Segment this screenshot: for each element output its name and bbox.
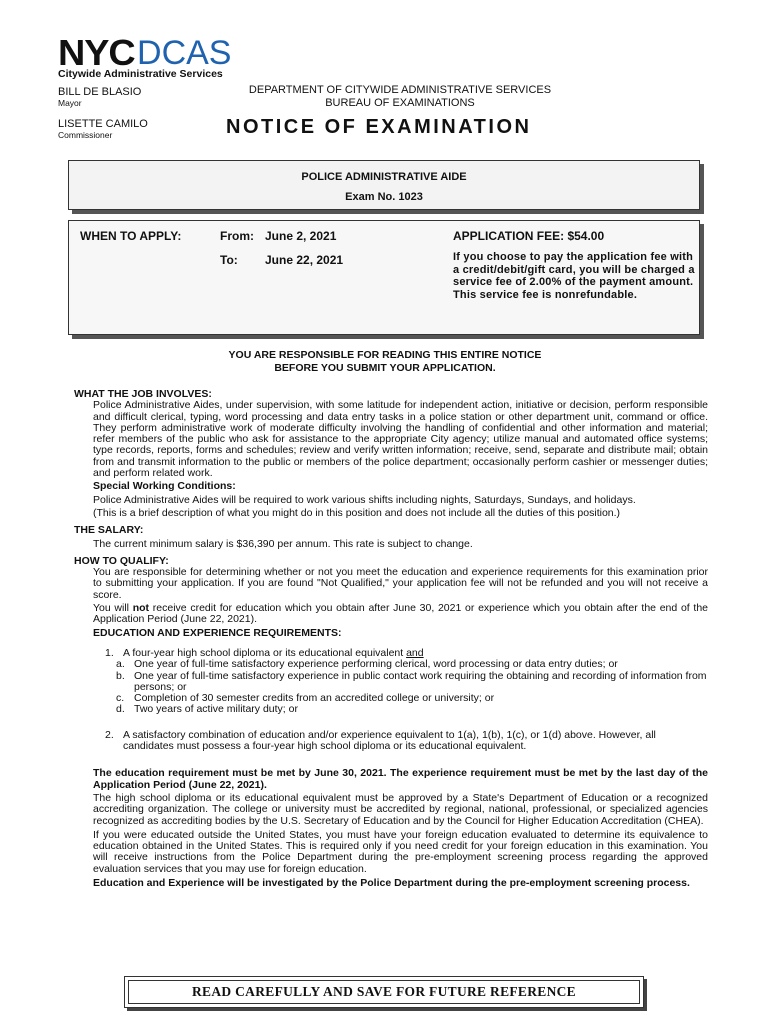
item-1-number: 1. (105, 646, 114, 659)
special-conditions-heading: Special Working Conditions: (93, 480, 236, 493)
mayor-block (58, 86, 141, 108)
list-item (116, 704, 708, 715)
item-1-and: and (406, 646, 424, 659)
fee-note: If you choose to pay the application fee with a credit/debit/gift card, you will be charged a service fee of 2.00% of the payment amount. This service fee is nonrefundable. (453, 251, 695, 301)
warning-line-2: BEFORE YOU SUBMIT YOUR APPLICATION. (274, 361, 496, 374)
investigation-note: Education and Experience will be investigated by the Police Department during the pre-employment screening process. (93, 876, 690, 889)
sub-text: Two years of active military duty; or (134, 703, 298, 716)
foreign-education-text: If you were educated outside the United States, you must have your foreign education evaluated to determine its equivalence to education obtained in the United States. This is required only if you need credit for your foreign education in this examination. You will receive instructions from the Police Department during the pre-employment screening process regarding the approved evaluation services that you may use for foreign education. (93, 828, 708, 875)
special-conditions-text: Police Administrative Aides will be required to work various shifts including nights, Saturdays, Sundays, and holidays. (93, 493, 636, 506)
qualify-paragraph-2-a: You will (93, 602, 130, 615)
qualify-paragraph-2-bold: not (132, 602, 150, 615)
exam-title: POLICE ADMINISTRATIVE AIDE (301, 171, 467, 183)
qualify-paragraph-2 (74, 603, 708, 626)
item-2-text: A satisfactory combination of education and/or experience equivalent to 1(a), 1(b), 1(c), or 1(d) above. However, all candidates must possess a four-year high school diploma or its educational equivalent. (123, 728, 656, 753)
sub-letter: c. (116, 692, 125, 705)
requirement-item-2 (74, 730, 708, 753)
job-heading: WHAT THE JOB INVOLVES: (74, 388, 212, 400)
nyc-dcas-logo (58, 32, 232, 73)
commissioner-block (58, 118, 148, 140)
logo-dcas-text: DCAS (137, 34, 232, 72)
qualify-paragraph-2-b: receive credit for education which you obtain after June 30, 2021 or experience which you obtain after the end of the Application Period (June 22, 2021). (93, 602, 709, 626)
notice-title: NOTICE OF EXAMINATION (226, 116, 532, 138)
job-description: Police Administrative Aides, under supervision, with some latitude for independent action, initiative or decision, perform responsible and difficult clerical, typing, word processing and data entry tasks in a police station or other department unit, command or office. They perform administrative work of moderate difficulty involving the handling of confidential and other information and material; refer members of the public who ask for assistance to the appropriate City agency; utilize manual and automated office systems; type records, reports, forms and schedules; review and verify written information; receive, send, separate and distribute mail; obtain from and transmit information to the public or members of the police department; occasionally perform cashier or messenger duties; and perform related work. (93, 399, 708, 480)
item-1-text: A four-year high school diploma or its educational equivalent (123, 646, 404, 659)
department-name: DEPARTMENT OF CITYWIDE ADMINISTRATIVE SERVICES (248, 84, 552, 96)
mayor-name: BILL DE BLASIO (58, 86, 142, 98)
footer-text: READ CAREFULLY AND SAVE FOR FUTURE REFERENCE (128, 980, 640, 1004)
exam-number: Exam No. 1023 (345, 191, 423, 203)
mayor-title: Mayor (58, 98, 82, 108)
notice-body (74, 387, 708, 889)
responsibility-warning (150, 349, 620, 374)
sub-letter: a. (116, 658, 125, 671)
commissioner-name: LISETTE CAMILO (58, 118, 148, 130)
sub-text: One year of full-time satisfactory experience in public contact work requiring the obtaining and recording of information from persons; or (134, 669, 707, 693)
diploma-accreditation-text: The high school diploma or its educational equivalent must be approved by a State's Department of Education or a recognized accrediting organization. The college or university must be accredited by regional, national, professional, or specialized agencies recognized as accrediting bodies by the U.S. Secretary of Education and by the Council for Higher Education Accreditation (CHEA). (93, 791, 708, 827)
salary-heading: THE SALARY: (74, 524, 144, 537)
requirement-sublist (74, 659, 708, 715)
sub-letter: b. (116, 669, 125, 682)
qualify-heading: HOW TO QUALIFY: (74, 554, 169, 567)
to-date: June 22, 2021 (265, 253, 344, 267)
bureau-name: BUREAU OF EXAMINATIONS (325, 97, 475, 109)
sub-text: One year of full-time satisfactory experience performing clerical, word processing or data entry duties; or (134, 658, 618, 671)
when-to-apply-label: WHEN TO APPLY: (80, 229, 182, 243)
sub-letter: d. (116, 703, 125, 716)
application-fee: APPLICATION FEE: $54.00 (453, 229, 605, 243)
to-label: To: (220, 253, 238, 267)
qualify-paragraph-1: You are responsible for determining whether or not you meet the education and experience requirements for this examination prior to submitting your application. If you are found "Not Qualified," your application fee will not be refunded and you will not receive a score. (93, 566, 708, 601)
education-heading: EDUCATION AND EXPERIENCE REQUIREMENTS: (93, 626, 342, 639)
list-item (116, 671, 708, 694)
sub-text: Completion of 30 semester credits from an accredited college or university; or (134, 692, 495, 705)
requirement-deadline: The education requirement must be met by June 30, 2021. The experience requirement must be met by the last day of the Application Period (June 22, 2021). (93, 767, 708, 791)
logo-subtitle: Citywide Administrative Services (58, 68, 223, 80)
from-label: From: (220, 229, 254, 243)
exam-title-box (68, 160, 700, 210)
from-date: June 2, 2021 (265, 229, 337, 243)
logo-nyc-text: NYC (58, 32, 135, 73)
footer-box (124, 976, 644, 1008)
salary-text: The current minimum salary is $36,390 per annum. This rate is subject to change. (93, 537, 473, 550)
application-period-box (68, 220, 700, 335)
job-note: (This is a brief description of what you might do in this position and does not include all the duties of this position.) (93, 506, 621, 519)
list-item (116, 659, 708, 670)
commissioner-title: Commissioner (58, 130, 113, 140)
warning-line-1: YOU ARE RESPONSIBLE FOR READING THIS ENTIRE NOTICE (228, 349, 542, 361)
item-2-number: 2. (105, 728, 114, 741)
